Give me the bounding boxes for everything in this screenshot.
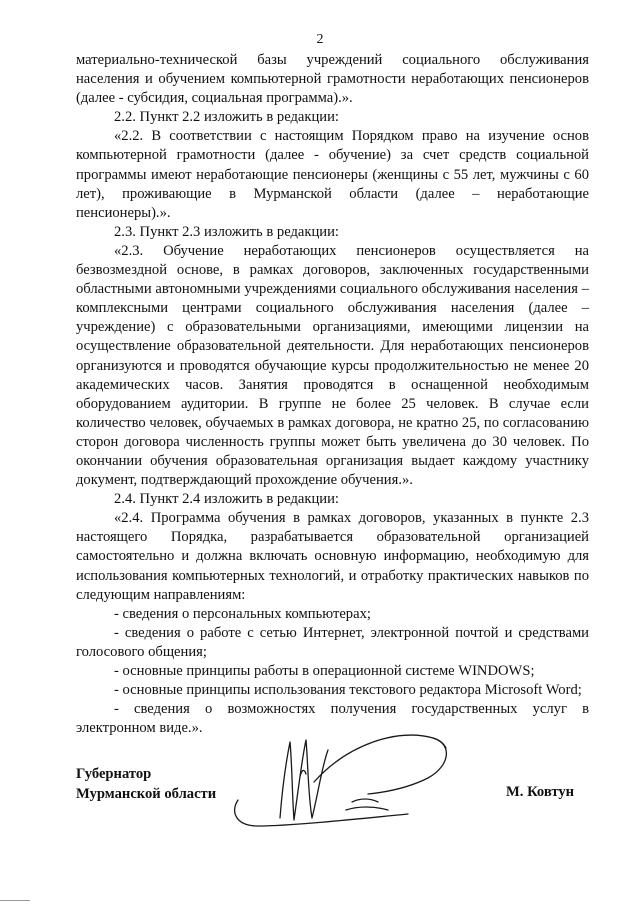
- signatory-name: М. Ковтун: [506, 784, 575, 800]
- paragraph-intro-continuation: материально-технической базы учреждений социального обслуживания населения и обучением компьютерной грамотности неработающих пенсионеров (далее - субсидия, социальная программа).».: [76, 52, 589, 107]
- list-item-personal-computers: - сведения о персональных компьютерах;: [114, 605, 371, 622]
- document-body: [76, 51, 589, 738]
- list-item-word: - основные принципы использования текстового редактора Microsoft Word;: [114, 682, 582, 699]
- list-item-e-services: - сведения о возможностях получения государственных услуг в электронном виде.».: [76, 701, 589, 737]
- list-item-internet: - сведения о работе с сетью Интернет, электронной почтой и средствами голосового общения;: [76, 624, 589, 660]
- signatory-title-line1: Губернатор: [76, 766, 152, 782]
- paragraph-item-2-4-heading: 2.4. Пункт 2.4 изложить в редакции:: [114, 491, 339, 508]
- handwritten-signature: [228, 722, 468, 832]
- paragraph-item-2-3-heading: 2.3. Пункт 2.3 изложить в редакции:: [114, 223, 339, 240]
- paragraph-item-2-3-text: «2.3. Обучение неработающих пенсионеров осуществляется на безвозмездной основе, в рамках договоров, заключенных государственными областными автономными учреждениями социального обслуживания населения – комплексными центрами социального обслуживания населения (далее – учреждение) с образовательными организациями, имеющими лицензии на осуществление образовательной деятельности. Для неработающих пенсионеров организуются и проводятся обучающие курсы продолжительностью не менее 20 академических часов. Занятия проводятся в оснащенной необходимым оборудованием аудитории. В группе не более 25 человек. В случае если количество человек, обучаемых в рамках договора, не кратно 25, по согласованию сторон договора численность группы может быть увеличена до 30 человек. По окончании обучения образовательная организация выдает каждому участнику документ, подтверждающий прохождение обучения.».: [76, 242, 589, 489]
- page-number: 2: [316, 32, 324, 47]
- paragraph-item-2-2-heading: 2.2. Пункт 2.2 изложить в редакции:: [114, 109, 339, 126]
- footer-divider: [0, 900, 30, 901]
- paragraph-item-2-4-text: «2.4. Программа обучения в рамках договоров, указанных в пункте 2.3 настоящего Порядка, разрабатывается образовательной организацией самостоятельно и должна включать основную информацию, необходимую для использования компьютерных технологий, и отработку практических навыков по следующим направлениям:: [76, 510, 589, 603]
- paragraph-item-2-2-text: «2.2. В соответствии с настоящим Порядком право на изучение основ компьютерной грамотности (далее - обучение) за счет средств социальной программы имеют неработающие пенсионеры (женщины с 55 лет, мужчины с 60 лет), проживающие в Мурманской области (далее – неработающие пенсионеры).».: [76, 128, 589, 221]
- signatory-title: [76, 764, 216, 804]
- signatory-title-line2: Мурманской области: [76, 786, 217, 802]
- list-item-windows: - основные принципы работы в операционной системе WINDOWS;: [114, 663, 535, 679]
